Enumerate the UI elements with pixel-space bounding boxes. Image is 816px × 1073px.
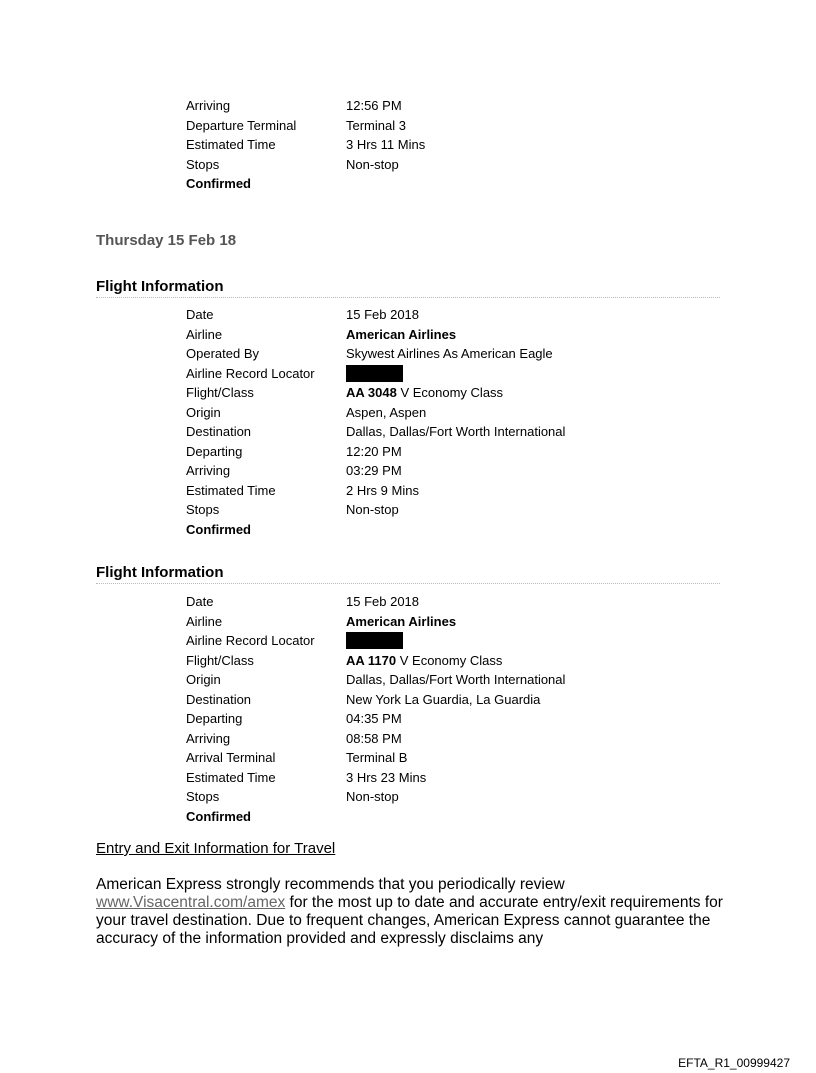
estimated-time: 3 Hrs 23 Mins [346,769,427,785]
flight-class: V Economy Class [399,652,503,668]
visacentral-link[interactable]: www.Visacentral.com/amex [96,894,286,911]
redaction-box [346,365,403,382]
detail-row [186,135,426,155]
arriving-time: 03:29 PM [346,463,402,478]
detail-value: 12:56 PM [346,98,402,113]
flight-2-details [186,592,566,826]
detail-label: Flight/Class [186,385,254,400]
detail-label: Airline [186,326,223,342]
detail-label: Estimated Time [186,769,276,785]
detail-row [186,422,566,442]
detail-row [186,305,420,325]
flight-number: AA 1170 [346,652,397,668]
detail-row [186,325,457,345]
entry-text-before: American Express strongly recommends that you periodically review [96,876,565,893]
detail-row [186,651,503,671]
detail-label: Date [186,594,214,609]
detail-row [186,612,457,632]
detail-label: Arriving [186,98,231,113]
detail-label: Estimated Time [186,482,276,498]
detail-row [186,442,402,462]
entry-text-after: for the most up to date and accurate entry/exit requirements for your travel destination. Due to frequent changes, American Express cannot guarantee the accuracy of the information provided and expressly disclaims any [96,894,723,947]
detail-row [186,748,408,768]
detail-label: Stops [186,502,220,517]
arrival-terminal: Terminal B [346,750,408,765]
detail-row [186,787,399,807]
detail-value: Non-stop [346,156,399,172]
detail-row [186,461,402,481]
detail-label: Departing [186,711,243,726]
operated-by: Skywest Airlines As American Eagle [346,346,553,361]
detail-row [186,709,402,729]
detail-label: Operated By [186,346,259,361]
detail-label: Estimated Time [186,137,276,152]
flight-class: V Economy Class [400,385,504,400]
flight-date: 15 Feb 2018 [346,594,420,609]
day-heading: Thursday 15 Feb 18 [96,232,237,249]
origin: Dallas, Dallas/Fort Worth International [346,672,566,687]
detail-label: Destination [186,691,252,707]
document-id: EFTA_R1_00999427 [678,1056,790,1070]
detail-label: Stops [186,156,220,172]
detail-value: 3 Hrs 11 Mins [346,137,426,152]
detail-row [186,155,399,175]
detail-row [186,481,419,501]
detail-row [186,96,402,116]
previous-flight-details [186,96,426,194]
detail-label: Departing [186,443,243,459]
airline-name: American Airlines [346,613,457,629]
detail-label: Date [186,307,214,322]
detail-row [186,344,553,364]
destination: New York La Guardia, La Guardia [346,691,541,707]
arriving-time: 08:58 PM [346,730,402,746]
detail-value: Terminal 3 [346,117,406,133]
detail-label: Origin [186,672,221,687]
detail-label: Airline Record Locator [186,633,315,648]
airline-name: American Airlines [346,326,457,342]
detail-label: Arriving [186,730,231,746]
flight-info-heading: Flight Information [96,564,720,584]
detail-label: Flight/Class [186,652,254,668]
detail-row [186,768,427,788]
detail-row [186,670,566,690]
detail-label: Arrival Terminal [186,750,276,765]
flight-number: AA 3048 [346,385,397,400]
entry-exit-paragraph [96,876,736,948]
detail-row [186,690,541,710]
detail-row [186,364,315,384]
departing-time: 04:35 PM [346,711,402,726]
detail-label: Airline Record Locator [186,365,315,381]
detail-label: Destination [186,424,252,439]
detail-label: Arriving [186,463,231,478]
detail-label: Origin [186,404,221,420]
status-confirmed: Confirmed [186,521,251,537]
detail-row [186,116,406,136]
detail-label: Stops [186,789,220,804]
flight-date: 15 Feb 2018 [346,307,420,322]
detail-row [186,631,315,651]
origin: Aspen, Aspen [346,404,427,420]
status-confirmed: Confirmed [186,808,251,824]
detail-label: Airline [186,613,223,629]
flight-1-details [186,305,566,539]
detail-label: Departure Terminal [186,117,297,133]
detail-row [186,403,427,423]
detail-row [186,729,402,749]
estimated-time: 2 Hrs 9 Mins [346,482,419,498]
destination: Dallas, Dallas/Fort Worth International [346,424,566,439]
detail-row [186,500,399,520]
detail-row [186,592,420,612]
departing-time: 12:20 PM [346,443,402,459]
redaction-box [346,632,403,649]
status-confirmed: Confirmed [186,176,251,191]
entry-exit-heading: Entry and Exit Information for Travel [96,840,336,857]
flight-info-heading: Flight Information [96,278,720,298]
stops: Non-stop [346,789,399,804]
stops: Non-stop [346,502,399,517]
detail-row [186,383,504,403]
